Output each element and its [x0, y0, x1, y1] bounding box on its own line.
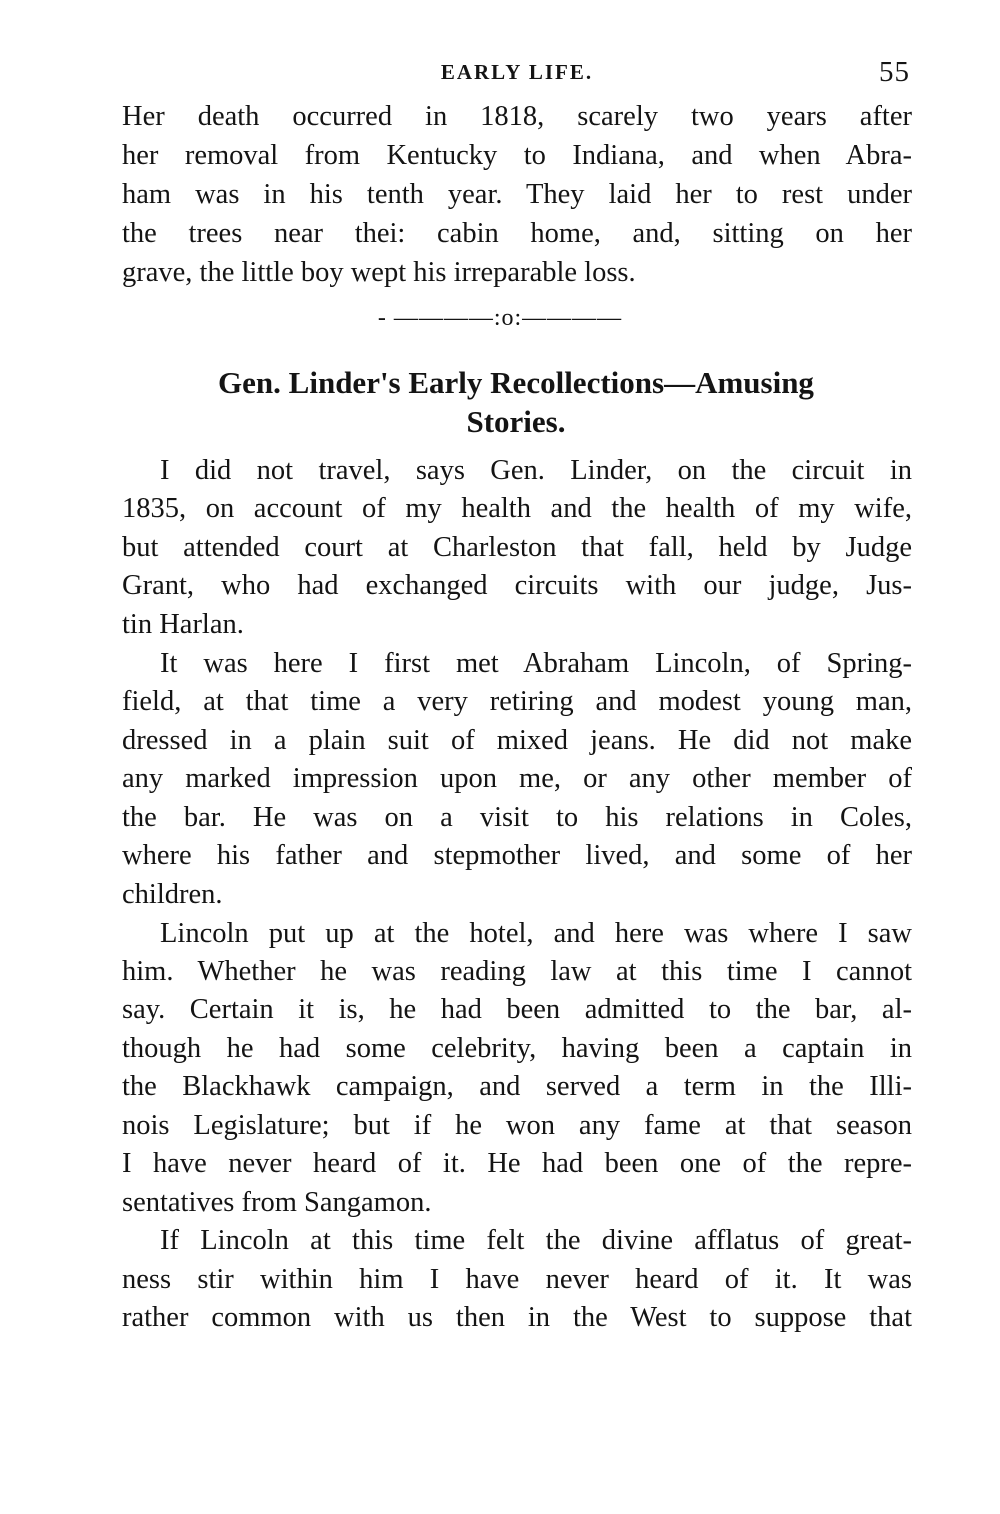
text-line: him. Whether he was reading law at this time I cannot — [122, 956, 912, 987]
text-line: say. Certain it is, he had been admitted to the bar, al- — [122, 994, 912, 1025]
text-line: I have never heard of it. He had been one of the repre- — [122, 1148, 912, 1179]
text-line: the trees near thei: cabin home, and, sitting on her — [122, 218, 912, 249]
text-line: rather common with us then in the West to suppose that — [122, 1302, 912, 1333]
section-heading-continued: Stories. — [466, 404, 566, 439]
text-line: the bar. He was on a visit to his relations in Coles, — [122, 802, 912, 833]
text-line: If Lincoln at this time felt the divine afflatus of great- — [160, 1225, 912, 1256]
text-line: field, at that time a very retiring and modest young man, — [122, 686, 912, 717]
text-line: dressed in a plain suit of mixed jeans. He did not make — [122, 725, 912, 756]
running-title: EARLY LIFE. — [440, 60, 594, 84]
text-line: nois Legislature; but if he won any fame at that season — [122, 1110, 912, 1141]
text-line: but attended court at Charleston that fall, held by Judge — [122, 532, 912, 563]
text-line: ness stir within him I have never heard of it. It was — [122, 1264, 912, 1295]
text-line: grave, the little boy wept his irreparable loss. — [122, 257, 636, 288]
section-divider: - ————:o:———— — [377, 305, 623, 331]
section-heading: Gen. Linder's Early Recollections—Amusing — [218, 365, 814, 400]
text-line: ham was in his tenth year. They laid her to rest under — [122, 179, 912, 210]
text-line: Lincoln put up at the hotel, and here was where I saw — [160, 918, 912, 949]
text-line: the Blackhawk campaign, and served a term in the Illi- — [122, 1071, 912, 1102]
text-line: It was here I first met Abraham Lincoln, of Spring- — [160, 648, 912, 679]
text-line: Her death occurred in 1818, scarely two years after — [122, 101, 912, 132]
text-line: children. — [122, 879, 223, 910]
text-line: I did not travel, says Gen. Linder, on the circuit in — [160, 455, 912, 486]
text-line: where his father and stepmother lived, and some of her — [122, 840, 912, 871]
text-line: sentatives from Sangamon. — [122, 1187, 432, 1218]
text-line: her removal from Kentucky to Indiana, and when Abra- — [122, 140, 912, 171]
text-line: 1835, on account of my health and the health of my wife, — [122, 493, 912, 524]
text-line: though he had some celebrity, having been a captain in — [122, 1033, 912, 1064]
text-line: tin Harlan. — [122, 609, 244, 640]
running-head — [122, 56, 912, 92]
text-line: Grant, who had exchanged circuits with our judge, Jus- — [122, 570, 912, 601]
text-line: any marked impression upon me, or any other member of — [122, 763, 912, 794]
page-number: 55 — [879, 56, 910, 88]
